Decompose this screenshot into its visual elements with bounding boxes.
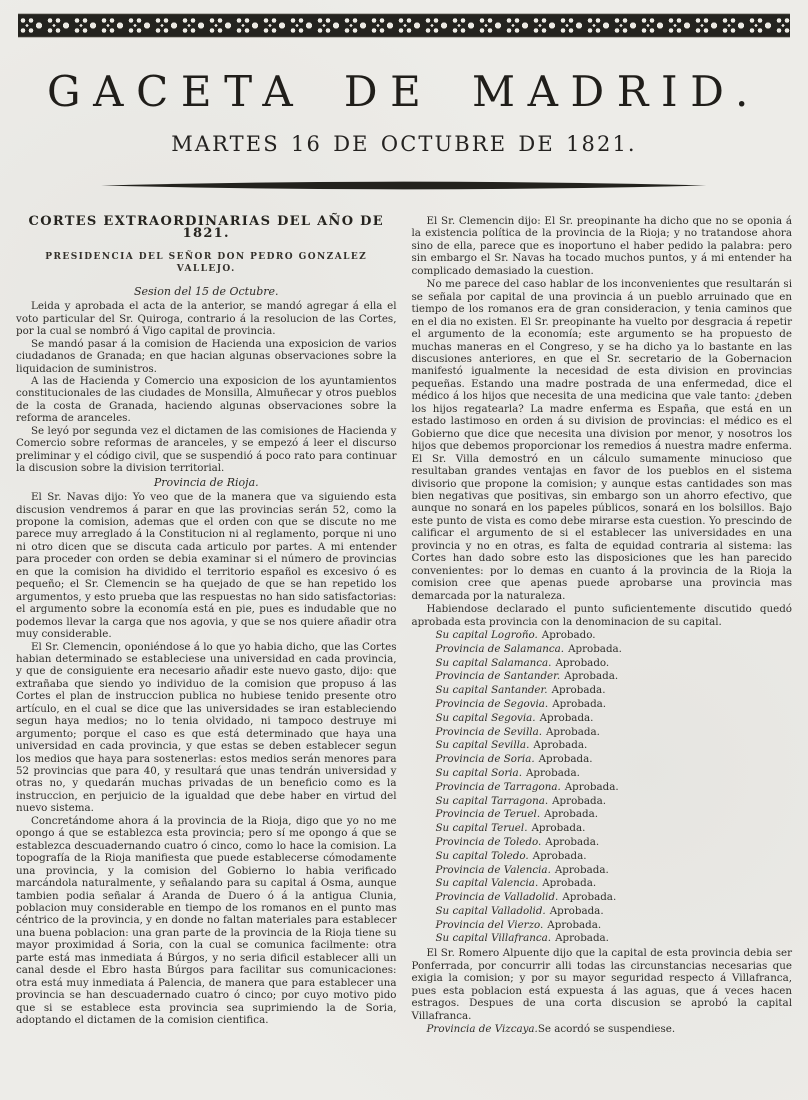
- approval-name: Provincia de Sevilla.: [435, 725, 542, 738]
- approval-line: [436, 670, 793, 684]
- approval-line: [436, 919, 793, 933]
- approval-name: Provincia de Toledo.: [435, 835, 542, 848]
- vizcaya-province: Provincia de Vizcaya.: [426, 1023, 538, 1035]
- right-column: [412, 214, 793, 1035]
- approval-status: Aprobada.: [545, 835, 600, 848]
- approval-name: Su capital Villafranca.: [435, 932, 552, 945]
- section-heading: CORTES EXTRAORDINARIAS DEL AÑO DE 1821.: [28, 214, 384, 242]
- approval-name: Su capital Teruel.: [435, 822, 528, 835]
- ornamental-border-band: [18, 14, 790, 37]
- approval-status: Aprobada.: [531, 822, 586, 835]
- paragraph: Habiendose declarado el punto suficientemente discutido quedó aprobada esta provincia con la denominacion de su capital.: [411, 603, 792, 628]
- approval-name: Su capital Sevilla.: [435, 739, 530, 752]
- approval-line: [436, 657, 793, 671]
- approval-name: Su capital Soria.: [435, 766, 522, 779]
- approval-status: Aprobada.: [551, 684, 606, 697]
- approval-line: [436, 753, 793, 767]
- approval-status: Aprobada.: [532, 849, 587, 862]
- approval-line: [436, 932, 793, 946]
- approvals-list: [436, 629, 793, 946]
- approval-status: Aprobado.: [541, 628, 596, 641]
- approval-status: Aprobada.: [549, 904, 604, 917]
- approval-name: Provincia de Valladolid.: [435, 891, 559, 904]
- approval-line: [436, 726, 793, 740]
- approval-name: Provincia de Valencia.: [435, 863, 551, 876]
- approval-status: Aprobada.: [545, 725, 600, 738]
- vizcaya-line: [412, 1023, 793, 1035]
- approval-line: [436, 850, 793, 864]
- approval-status: Aprobada.: [554, 863, 609, 876]
- approval-line: [436, 781, 793, 795]
- paragraph: Concretándome ahora á la provincia de la Rioja, digo que yo no me opongo á que se establezca esta provincia; pero sí me opongo á que se establezca descuadernando cuatro ó cinco, como lo hace la comision. La topografía de la Rioja manifiesta que puede establecerse cómodamente una provincia, y la comision del Gobierno lo habia verificado marcándola naturalmente, y señalando para su capital á Osma, aunque tambien podia señalar á Aranda de Duero ó á la antigua Clunia, poblacion muy considerable en tiempo de los romanos en el punto mas céntrico de la provincia, y en donde no faltan materiales para establecer una buena poblacion: una gran parte de la provincia de la Rioja tiene su mayor proximidad á Soria, con la cual se comunica facilmente: otra parte está mas inmediata á Búrgos, y no seria dificil establecer alli un canal desde el Ebro hasta Búrgos para facilitar sus comunicaciones: otra está muy inmediata á Palencia, de manera que para establecer una provincia se han descuadernado cuatro ó cinco; por cuyo motivo pido que si se establece esta provincia sea suprimiendo la de Soria, adoptando el dictamen de la comision cientifica.: [16, 814, 397, 1027]
- approval-status: Aprobada.: [568, 642, 622, 655]
- approval-name: Su capital Valladolid.: [435, 904, 546, 917]
- tapered-divider-rule: [101, 181, 706, 190]
- approval-line: [436, 767, 793, 781]
- approval-line: [436, 795, 793, 809]
- approval-name: Su capital Toledo.: [435, 849, 529, 862]
- left-column: [16, 214, 397, 1027]
- approval-line: [436, 836, 793, 850]
- paragraph: Se leyó por segunda vez el dictamen de las comisiones de Hacienda y Comercio sobre reformas de aranceles, y se empezó á leer el discurso preliminar y el código civil, que se suspendió á poco rato para continuar la discusion sobre la division territorial.: [16, 424, 397, 475]
- approval-line: [436, 712, 793, 726]
- approval-status: Aprobada.: [538, 753, 593, 766]
- approval-line: [436, 905, 793, 919]
- approval-name: Provincia de Tarragona.: [435, 780, 561, 793]
- approval-line: [436, 684, 793, 698]
- approval-status: Aprobada.: [533, 739, 588, 752]
- approval-status: Aprobada.: [552, 697, 607, 710]
- approval-line: [436, 698, 793, 712]
- approval-line: [436, 739, 793, 753]
- approval-name: Su capital Segovia.: [435, 711, 536, 724]
- approval-status: Aprobada.: [542, 877, 597, 890]
- newspaper-title: GACETA DE MADRID.: [47, 67, 761, 116]
- approval-name: Provincia de Soria.: [435, 753, 535, 766]
- approval-name: Provincia de Salamanca.: [435, 642, 565, 655]
- approval-status: Aprobada.: [564, 670, 619, 683]
- vizcaya-resolution: Se acordó se suspendiese.: [537, 1023, 676, 1035]
- approval-status: Aprobada.: [544, 808, 598, 821]
- approval-name: Provincia del Vierzo.: [435, 918, 544, 931]
- approval-name: Su capital Santander.: [435, 684, 548, 697]
- approval-name: Su capital Valencia.: [435, 877, 539, 890]
- approval-status: Aprobada.: [562, 891, 617, 904]
- approval-line: [436, 808, 793, 822]
- approval-status: Aprobada.: [552, 794, 607, 807]
- approval-name: Provincia de Teruel.: [435, 808, 541, 821]
- approval-status: Aprobada.: [539, 711, 594, 724]
- approval-name: Su capital Tarragona.: [435, 794, 549, 807]
- paragraph: El Sr. Navas dijo: Yo veo que de la manera que va siguiendo esta discusion vendremos á parar en que las provincias serán 52, como la propone la comision, ademas que el orden con que se discute no me parece muy arreglado á la Constitucion ni al reglamento, porque ni uno ni otro dicen que se discuta cada articulo por partes. A mi entender para proceder con orden se debia examinar si el número de provincias en que la comision ha dividido el territorio español es excesivo ó es pequeño; el Sr. Clemencin se ha quejado de que se han repetido los argumentos, y esto prueba que las respuestas no han sido satisfactorias: el argumento sobre la economía está en pie, pues es indudable que no podemos llevar la carga que nos agovia, y que se nos quiere añadir otra muy considerable.: [16, 491, 397, 641]
- presidency-line: PRESIDENCIA DEL SEÑOR DON PEDRO GONZALEZ VALLEJO.: [45, 251, 368, 275]
- paragraph: No me parece del caso hablar de los inconvenientes que resultarán si se señala por capital de una provincia á un pueblo arruinado que en tiempo de los romanos era de gran consideracion, y tenia caminos que en el dia no existen. El Sr. preopinante ha vuelto por desgracia á repetir el argumento de la economía; este argumento se ha propuesto de muchas maneras en el Congreso, y se ha dicho ya lo bastante en las discusiones anteriores, en que el Sr. secretario de la Gobernacion manifestó igualmente la necesidad de esta division en provincias pequeñas. Estando una madre postrada de una enfermedad, dice el médico á los hijos que necesita de una medicina que vale tanto: ¿deben los hijos regatearla? La madre enferma es España, que está en un estado lastimoso en orden á su division de provincias: el médico es el Gobierno que dice que necesita una division por menor, y nosotros los hijos que debemos proporcionar los remedios á nuestra madre enferma. El Sr. Villa demostró en un cálculo sumamente minucioso que resultaban grandes ventajas en favor de los pueblos en el sistema divisorio que propone la comision; y aunque estas cantidades son mas bien negativas que positivas, sin embargo son un ahorro efectivo, que aunque no sonará en los papeles públicos, sonará en los bolsillos. Bajo este punto de vista es como debe mirarse esta cuestion. Yo prescindo de calificar el argumento de si el establecer las universidades en una provincia y no en otras, es falta de equidad contraria al sistema: las Cortes han dado sobre esto las disposiciones que les han parecido convenientes: por lo demas en cuanto á la provincia de la Rioja la comision cree que apenas puede aprobarse una provincia mas demarcada por la naturaleza.: [411, 278, 792, 602]
- masthead-dateline: MARTES 16 DE OCTUBRE DE 1821.: [171, 132, 637, 156]
- approval-name: Su capital Logroño.: [435, 628, 538, 641]
- article-columns: [16, 214, 792, 1035]
- paragraph: A las de Hacienda y Comercio una exposicion de los ayuntamientos constitucionales de las ciudades de Monsilla, Almuñecar y otros pueblos de la costa de Granada, haciendo algunas observaciones sobre la reforma de aranceles.: [16, 374, 397, 425]
- approval-line: [436, 629, 793, 643]
- approval-name: Provincia de Santander.: [435, 670, 561, 683]
- approval-name: Provincia de Segovia.: [435, 697, 549, 710]
- approval-line: [436, 891, 793, 905]
- approval-status: Aprobada.: [564, 780, 619, 793]
- approval-line: [436, 822, 793, 836]
- paragraph: Se mandó pasar á la comision de Hacienda una exposicion de varios ciudadanos de Granada; en que hacian algunas observaciones sobre la liquidacion de suministros.: [16, 337, 397, 375]
- approval-name: Su capital Salamanca.: [435, 656, 552, 669]
- approval-line: [436, 864, 793, 878]
- approval-status: Aprobado.: [555, 656, 610, 669]
- paragraph: El Sr. Clemencin dijo: El Sr. preopinante ha dicho que no se oponia á la existencia política de la provincia de la Rioja; y no tratandose ahora sino de ella, parece que es inoportuno el haber pedido la palabra: pero sin embargo el Sr. Navas ha tocado muchos puntos, y á mi entender ha complicado demasiado la cuestion.: [411, 215, 792, 277]
- province-heading: Provincia de Rioja.: [153, 475, 259, 489]
- paragraph: El Sr. Clemencin, oponiéndose á lo que yo habia dicho, que las Cortes habian determinado se estableciese una universidad en cada provincia, y que de consiguiente era necesario añadir este nuevo gasto, dijo: que extrañaba que siendo yo individuo de la comision que propuso á las Cortes el plan de instruccion publica no hubiese tenido presente otro artículo, en el cual se dice que las universidades se iran estableciendo segun haya medios; no lo tenia olvidado, ni tampoco destruye mi argumento; porque el caso es que está determinado que haya una universidad en cada provincia, y que estas se deben establecer segun los medios que haya para sostenerlas: estos medios serán menores para 52 provincias que para 40, y resultará que unas tendrán universidad y otras no, y quedarán muchas privadas de un beneficio como es la instruccion, en perjuicio de la igualdad que debe haber en virtud del nuevo sistema.: [16, 640, 397, 815]
- approval-status: Aprobada.: [547, 918, 602, 931]
- approval-line: [436, 877, 793, 891]
- session-heading: Sesion del 15 de Octubre.: [133, 284, 279, 298]
- approval-status: Aprobada.: [525, 766, 580, 779]
- masthead: [16, 67, 792, 190]
- paragraph: Leida y aprobada el acta de la anterior, se mandó agregar á ella el voto particular del Sr. Quiroga, contrario á la resolucion de las Cortes, por la cual se nombró á Vigo capital de provincia.: [16, 300, 397, 338]
- paragraph: El Sr. Romero Alpuente dijo que la capital de esta provincia debia ser Ponferrada, por concurrir alli todas las circunstancias necesarias que exigia la comision; y por su mayor seguridad respecto á Villafranca, pues esta poblacion está expuesta á las aguas, que á veces hacen estragos. Despues de una corta discusion se aprobó la capital Villafranca.: [411, 947, 792, 1022]
- approval-status: Aprobada.: [555, 932, 609, 945]
- approval-line: [436, 643, 793, 657]
